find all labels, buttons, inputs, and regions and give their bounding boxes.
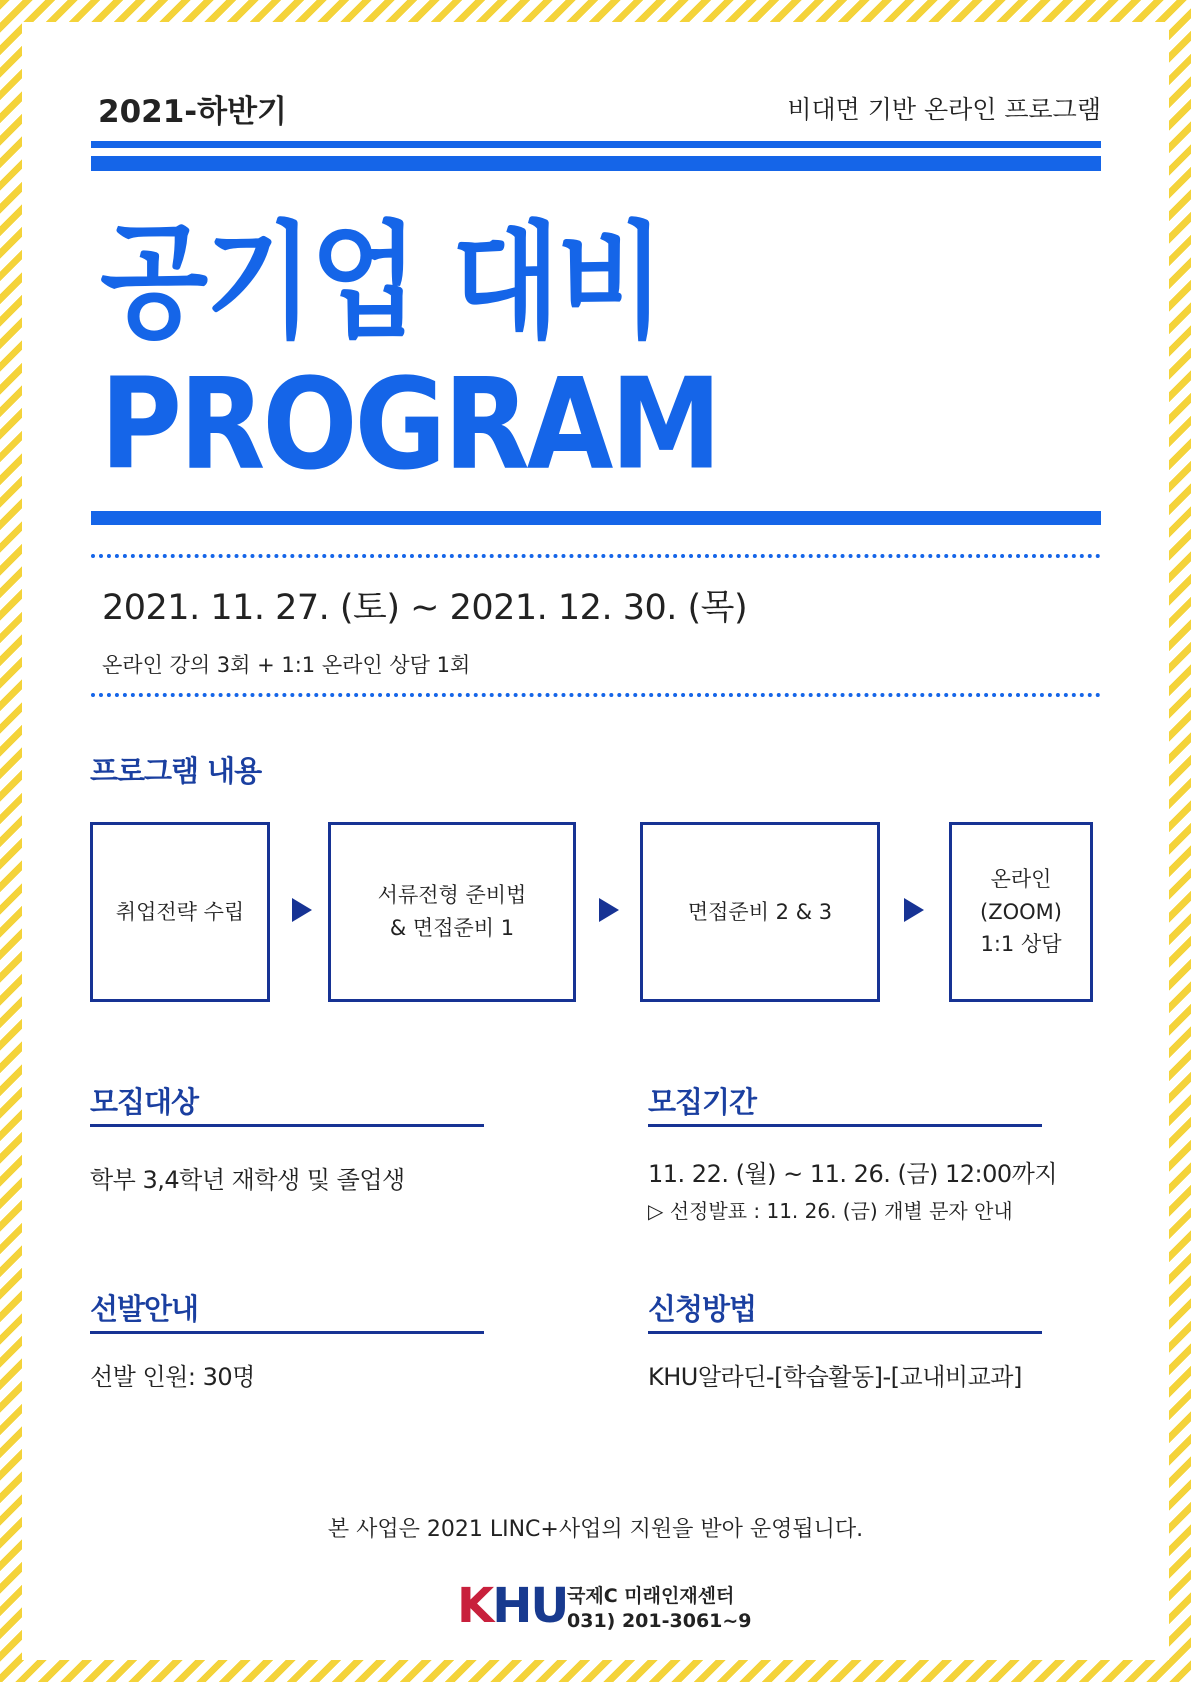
step-label-2: 서류전형 준비법 & 면접준비 1 <box>377 883 527 940</box>
khu-logo <box>457 1578 568 1634</box>
step-arrow-2 <box>599 898 619 922</box>
step-arrow-1 <box>292 898 312 922</box>
selection-rule <box>90 1331 484 1334</box>
top-divider-thin <box>91 141 1101 148</box>
step-label-4: 온라인 (ZOOM) 1:1 상담 <box>980 867 1062 957</box>
period-label: 2021-하반기 <box>98 94 287 130</box>
title-divider <box>91 511 1101 525</box>
title-line-2: PROGRAM <box>100 351 719 498</box>
step-label-1: 취업전략 수립 <box>115 899 245 924</box>
application-text: KHU알라딘-[학습활동]-[교내비교과] <box>648 1363 1022 1391</box>
recruit-target-text: 학부 3,4학년 재학생 및 졸업생 <box>90 1166 405 1194</box>
step-arrow-3 <box>904 898 924 922</box>
recruit-period-heading: 모집기간 <box>648 1085 757 1119</box>
selection-heading: 선발안내 <box>90 1292 199 1326</box>
recruit-target-rule <box>90 1124 484 1127</box>
step-box-4 <box>949 822 1093 1002</box>
selection-announce-note: ▷ 선정발표 : 11. 26. (금) 개별 문자 안내 <box>648 1199 1013 1223</box>
application-rule <box>648 1331 1042 1334</box>
schedule-summary: 온라인 강의 3회 + 1:1 온라인 상담 1회 <box>102 653 471 677</box>
title-line-1: 공기업 대비 <box>100 209 662 356</box>
center-phone: 031) 201-3061~9 <box>567 1609 752 1632</box>
logo-hu: HU <box>492 1578 568 1634</box>
selection-text: 선발 인원: 30명 <box>90 1363 255 1391</box>
logo-k: K <box>457 1578 493 1634</box>
center-name: 국제C 미래인재센터 <box>567 1585 735 1607</box>
step-box-2 <box>328 822 576 1002</box>
step-box-3 <box>640 822 880 1002</box>
center-info <box>567 1584 752 1633</box>
step-label-3: 면접준비 2 & 3 <box>687 899 833 924</box>
recruit-period-rule <box>648 1124 1042 1127</box>
recruit-target-heading: 모집대상 <box>90 1085 199 1119</box>
program-type-label: 비대면 기반 온라인 프로그램 <box>787 95 1101 124</box>
dotted-divider-top <box>91 554 1101 558</box>
program-content-heading: 프로그램 내용 <box>90 754 262 788</box>
schedule-date-range: 2021. 11. 27. (토) ~ 2021. 12. 30. (목) <box>102 588 748 628</box>
application-heading: 신청방법 <box>648 1292 757 1326</box>
poster <box>22 22 1169 1660</box>
support-note: 본 사업은 2021 LINC+사업의 지원을 받아 운영됩니다. <box>327 1517 864 1542</box>
top-divider-thick <box>91 156 1101 171</box>
dotted-divider-bottom <box>91 693 1101 697</box>
step-box-1 <box>90 822 270 1002</box>
recruit-period-text: 11. 22. (월) ~ 11. 26. (금) 12:00까지 <box>648 1160 1058 1188</box>
